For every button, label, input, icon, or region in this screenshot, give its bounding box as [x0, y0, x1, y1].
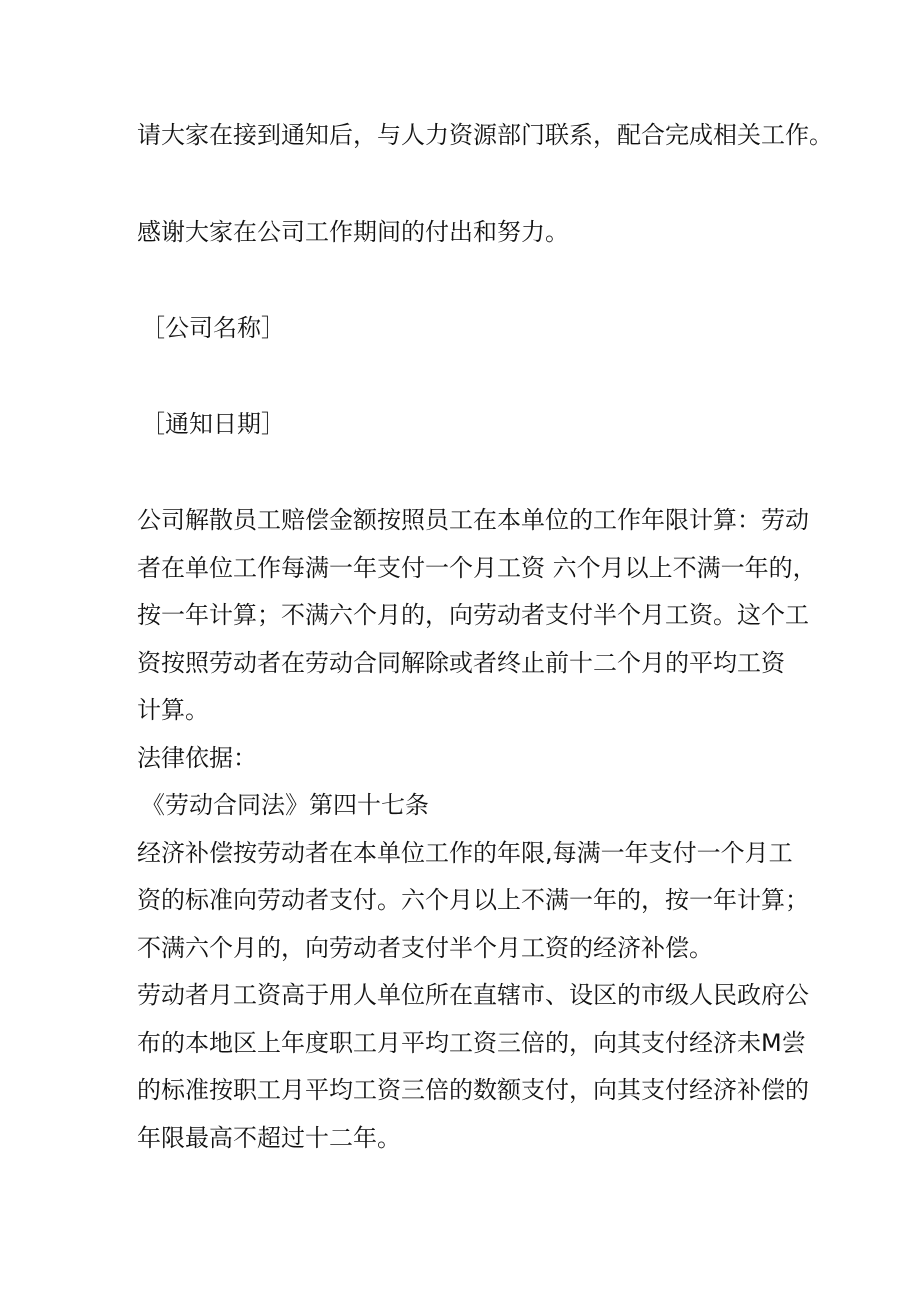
law-title: 《劳动合同法》第四十七条 [141, 791, 429, 819]
law-paragraph2-line-1: 劳动者月工资高于用人单位所在直辖市、设区的市级人民政府公 [137, 981, 809, 1009]
law-paragraph1-line-1: 经济补偿按劳动者在本单位工作的年限,每满一年支付一个月工 [137, 839, 793, 867]
law-paragraph1-line-2: 资的标准向劳动者支付。六个月以上不满一年的，按一年计算； [137, 886, 809, 914]
law-paragraph2-line-4: 年限最高不超过十二年。 [137, 1124, 401, 1152]
contact-hr-text: 请大家在接到通知后，与人力资源部门联系，配合完成相关工作。 [137, 121, 833, 149]
thanks-text: 感谢大家在公司工作期间的付出和努力。 [137, 218, 569, 246]
law-paragraph1-line-3: 不满六个月的，向劳动者支付半个月工资的经济补偿。 [137, 934, 713, 962]
compensation-line-1: 公司解散员工赔偿金额按照员工在本单位的工作年限计算：劳动 [137, 506, 809, 534]
law-paragraph2-line-2: 布的本地区上年度职工月平均工资三倍的，向其支付经济未M尝 [137, 1029, 806, 1057]
company-name-placeholder: ［公司名称］ [141, 314, 285, 342]
notice-date-placeholder: ［通知日期］ [141, 410, 285, 438]
compensation-line-2: 者在单位工作每满一年支付一个月工资 六个月以上不满一年的， [137, 554, 817, 582]
compensation-line-3: 按一年计算；不满六个月的，向劳动者支付半个月工资。这个工 [137, 601, 809, 629]
compensation-line-4: 资按照劳动者在劳动合同解除或者终止前十二个月的平均工资 [137, 649, 785, 677]
law-paragraph2-line-3: 的标准按职工月平均工资三倍的数额支付，向其支付经济补偿的 [137, 1076, 809, 1104]
compensation-line-5: 计算。 [137, 696, 209, 724]
legal-basis-heading: 法律依据： [137, 744, 257, 772]
